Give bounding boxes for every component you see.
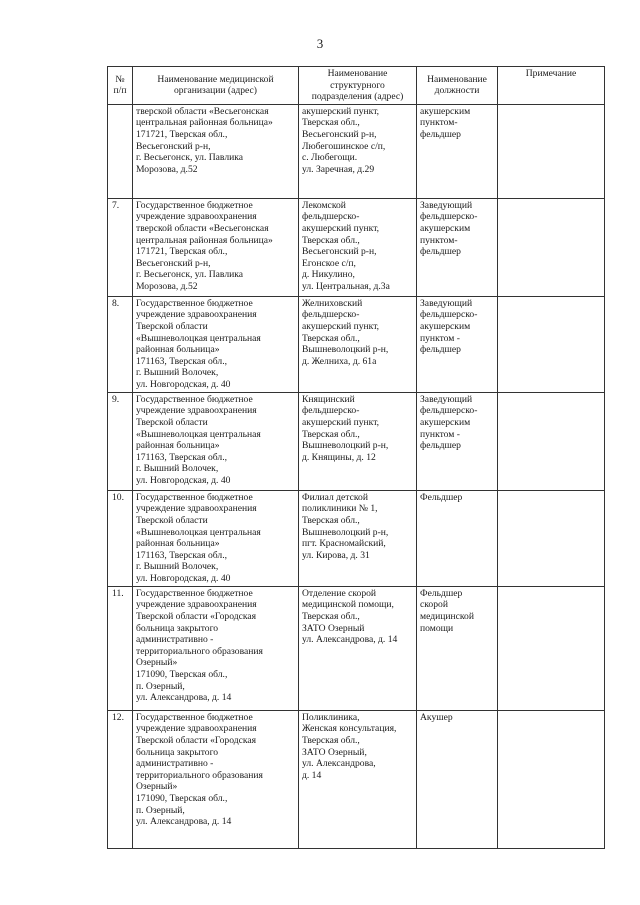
- cell-text-line: тверской области «Весьегонская: [136, 222, 269, 234]
- cell-text-line: г. Весьегонск, ул. Павлика: [136, 152, 244, 164]
- cell-text-line: помощи: [420, 622, 454, 634]
- cell-unit: [299, 586, 417, 710]
- cell-text-line: г. Вышний Волочек,: [136, 561, 219, 573]
- cell-text-line: Государственное бюджетное: [136, 199, 253, 211]
- cell-note: [498, 490, 605, 586]
- cell-text-line: Морозова, д.52: [136, 280, 198, 292]
- cell-text-line: ул. Заречная, д.29: [302, 163, 375, 175]
- cell-text-line: фельдшерско-: [420, 309, 478, 321]
- cell-text-line: Любегошинское с/п,: [302, 140, 386, 152]
- cell-text-line: районная больница»: [136, 440, 220, 452]
- cell-text-line: д. Никулино,: [302, 269, 355, 281]
- cell-text-line: акушерский пункт,: [302, 320, 380, 332]
- cell-text-line: 171721, Тверская обл.,: [136, 128, 228, 140]
- cell-text-line: Желниховский: [302, 297, 363, 309]
- cell-text-line: центральная районная больница»: [136, 234, 273, 246]
- cell-organization: [133, 198, 299, 296]
- header-number: [108, 67, 133, 105]
- cell-text-line: Тверская обл.,: [302, 234, 360, 246]
- cell-position: [417, 198, 498, 296]
- cell-unit: [299, 490, 417, 586]
- header-text: Примечание: [525, 68, 577, 79]
- cell-note: [498, 586, 605, 710]
- cell-text-line: учреждение здравоохранения: [136, 503, 257, 515]
- cell-text-line: п. Озерный,: [136, 804, 185, 816]
- cell-text-line: учреждение здравоохранения: [136, 211, 257, 223]
- cell-text-line: Фельдшер: [420, 587, 463, 599]
- cell-text-line: 171163, Тверская обл.,: [136, 549, 227, 561]
- cell-text-line: Государственное бюджетное: [136, 711, 253, 723]
- cell-text-line: 171090, Тверская обл.,: [136, 668, 228, 680]
- cell-text-line: фельдшерско-: [302, 405, 360, 417]
- cell-text-line: Заведующий: [420, 297, 473, 309]
- cell-text-line: г. Вышний Волочек,: [136, 463, 219, 475]
- cell-text-line: Вышневолоцкий р-н,: [302, 526, 389, 538]
- header-note: [498, 67, 605, 105]
- table-header-row: [108, 67, 605, 105]
- cell-text-line: Озерный»: [136, 657, 178, 669]
- header-organization: [133, 67, 299, 105]
- header-text: Наименование медицинской: [157, 73, 274, 85]
- cell-text-line: Тверской области: [136, 416, 208, 428]
- cell-text-line: акушерский пункт,: [302, 105, 380, 117]
- staff-positions-table: [107, 66, 605, 849]
- cell-note: [498, 104, 605, 198]
- cell-number: [108, 104, 133, 198]
- cell-text-line: Тверская обл.,: [302, 428, 360, 440]
- cell-text-line: Весьегонский р-н,: [302, 128, 377, 140]
- cell-position: [417, 490, 498, 586]
- cell-text-line: поликлиники № 1,: [302, 503, 378, 515]
- cell-text-line: административно -: [136, 634, 214, 646]
- cell-text-line: Заведующий: [420, 393, 473, 405]
- cell-text-line: д. Желниха, д. 61а: [302, 355, 377, 367]
- cell-text-line: фельдшер: [420, 344, 461, 356]
- cell-text-line: фельдшер: [420, 440, 461, 452]
- cell-text-line: тверской области «Весьегонская: [136, 105, 269, 117]
- cell-text-line: больница закрытого: [136, 622, 219, 634]
- cell-text-line: Тверская обл.,: [302, 734, 360, 746]
- cell-text-line: Акушер: [420, 711, 453, 723]
- cell-organization: [133, 586, 299, 710]
- cell-text-line: акушерским: [420, 320, 471, 332]
- cell-text-line: акушерским: [420, 416, 471, 428]
- cell-text-line: Государственное бюджетное: [136, 393, 253, 405]
- cell-text-line: акушерский пункт,: [302, 222, 380, 234]
- cell-text-line: «Вышневолоцкая центральная: [136, 428, 261, 440]
- cell-text-line: д. 14: [302, 769, 322, 781]
- cell-text-line: пунктом-: [420, 234, 458, 246]
- cell-text-line: ЗАТО Озерный,: [302, 746, 367, 758]
- table-row: [108, 586, 605, 710]
- table-row: [108, 104, 605, 198]
- cell-text-line: Тверская обл.,: [302, 514, 360, 526]
- cell-text-line: районная больница»: [136, 538, 220, 550]
- header-text: организации (адрес): [174, 85, 257, 97]
- cell-organization: [133, 490, 299, 586]
- cell-text-line: 171721, Тверская обл.,: [136, 246, 228, 258]
- cell-text-line: Поликлиника,: [302, 711, 360, 723]
- cell-text-line: ул. Александрова,: [302, 758, 376, 770]
- cell-note: [498, 198, 605, 296]
- cell-unit: [299, 296, 417, 392]
- cell-text-line: Тверской области «Городская: [136, 734, 257, 746]
- cell-text-line: акушерским: [420, 105, 471, 117]
- cell-text-line: пгт. Красномайский,: [302, 538, 386, 550]
- cell-unit: [299, 392, 417, 490]
- table-row: [108, 198, 605, 296]
- cell-text-line: фельдшер: [420, 246, 461, 258]
- cell-text-line: ул. Александрова, д. 14: [302, 634, 398, 646]
- cell-text-line: Государственное бюджетное: [136, 297, 253, 309]
- cell-text-line: Весьегонский р-н,: [136, 257, 211, 269]
- cell-position: [417, 392, 498, 490]
- table-row: [108, 710, 605, 848]
- cell-text-line: ул. Новгородская, д. 40: [136, 474, 231, 486]
- header-text: структурного: [330, 79, 385, 91]
- cell-text-line: учреждение здравоохранения: [136, 723, 257, 735]
- cell-text-line: Вышневолоцкий р-н,: [302, 440, 389, 452]
- cell-text-line: фельдшерско-: [302, 211, 360, 223]
- cell-text-line: «Вышневолоцкая центральная: [136, 332, 261, 344]
- cell-note: [498, 296, 605, 392]
- header-text: подразделения (адрес): [311, 91, 404, 103]
- cell-text-line: фельдшерско-: [420, 211, 478, 223]
- cell-position: [417, 296, 498, 392]
- cell-text-line: Государственное бюджетное: [136, 491, 253, 503]
- header-unit: [299, 67, 417, 105]
- cell-text-line: учреждение здравоохранения: [136, 405, 257, 417]
- cell-text-line: ул. Александрова, д. 14: [136, 816, 232, 828]
- cell-text-line: Заведующий: [420, 199, 473, 211]
- cell-text-line: ЗАТО Озерный: [302, 622, 365, 634]
- cell-text-line: территориального образования: [136, 769, 263, 781]
- cell-text-line: Филиал детской: [302, 491, 368, 503]
- page-number: 3: [316, 36, 324, 51]
- cell-text-line: фельдшерско-: [302, 309, 360, 321]
- cell-text-line: Тверская обл.,: [302, 332, 360, 344]
- cell-text-line: Морозова, д.52: [136, 163, 198, 175]
- cell-text-line: территориального образования: [136, 645, 263, 657]
- cell-note: [498, 392, 605, 490]
- cell-text-line: д. Княщины, д. 12: [302, 451, 376, 463]
- cell-number: 12.: [108, 710, 133, 848]
- table-body: [108, 104, 605, 848]
- cell-text-line: пунктом -: [420, 332, 460, 344]
- table-row: [108, 296, 605, 392]
- cell-position: [417, 104, 498, 198]
- cell-text-line: акушерский пункт,: [302, 416, 380, 428]
- cell-text-line: скорой: [420, 599, 448, 611]
- cell-text-line: медицинской: [420, 610, 474, 622]
- cell-text-line: п. Озерный,: [136, 680, 185, 692]
- cell-text-line: с. Любегощи.: [302, 152, 358, 164]
- cell-number: 7.: [108, 198, 133, 296]
- cell-number: 11.: [108, 586, 133, 710]
- cell-text-line: ул. Новгородская, д. 40: [136, 378, 231, 390]
- cell-text-line: ул. Новгородская, д. 40: [136, 572, 231, 584]
- cell-text-line: Вышневолоцкий р-н,: [302, 344, 389, 356]
- cell-text-line: больница закрытого: [136, 746, 219, 758]
- cell-text-line: Весьегонский р-н,: [302, 246, 377, 258]
- cell-text-line: 171090, Тверская обл.,: [136, 792, 228, 804]
- cell-number: 9.: [108, 392, 133, 490]
- header-text: Наименование: [427, 73, 487, 85]
- cell-text-line: г. Весьегонск, ул. Павлика: [136, 269, 244, 281]
- cell-text-line: акушерским: [420, 222, 471, 234]
- cell-text-line: ул. Кирова, д. 31: [302, 549, 370, 561]
- cell-text-line: 171163, Тверская обл.,: [136, 355, 227, 367]
- cell-text-line: пунктом-: [420, 117, 458, 129]
- cell-text-line: медицинской помощи,: [302, 599, 394, 611]
- header-text: п/п: [113, 85, 127, 97]
- cell-unit: [299, 710, 417, 848]
- cell-text-line: Тверская обл.,: [302, 117, 360, 129]
- cell-text-line: фельдшер: [420, 128, 461, 140]
- cell-unit: [299, 104, 417, 198]
- cell-organization: [133, 392, 299, 490]
- cell-text-line: Женская консультация,: [302, 723, 397, 735]
- cell-text-line: г. Вышний Волочек,: [136, 367, 219, 379]
- cell-text-line: Княщинский: [302, 393, 355, 405]
- cell-number: 8.: [108, 296, 133, 392]
- cell-text-line: «Вышневолоцкая центральная: [136, 526, 261, 538]
- cell-text-line: Фельдшер: [420, 491, 463, 503]
- cell-number: 10.: [108, 490, 133, 586]
- cell-text-line: Тверской области «Городская: [136, 610, 257, 622]
- cell-organization: [133, 296, 299, 392]
- cell-text-line: районная больница»: [136, 344, 220, 356]
- cell-text-line: Егонское с/п,: [302, 257, 356, 269]
- cell-text-line: учреждение здравоохранения: [136, 599, 257, 611]
- cell-text-line: Озерный»: [136, 781, 178, 793]
- cell-text-line: учреждение здравоохранения: [136, 309, 257, 321]
- cell-text-line: Весьегонский р-н,: [136, 140, 211, 152]
- cell-unit: [299, 198, 417, 296]
- cell-text-line: Тверской области: [136, 320, 208, 332]
- cell-text-line: Отделение скорой: [302, 587, 377, 599]
- cell-organization: [133, 710, 299, 848]
- header-text: должности: [434, 85, 480, 97]
- cell-text-line: 171163, Тверская обл.,: [136, 451, 227, 463]
- cell-text-line: Лекомской: [302, 199, 346, 211]
- cell-text-line: ул. Александрова, д. 14: [136, 692, 232, 704]
- cell-position: [417, 710, 498, 848]
- cell-organization: [133, 104, 299, 198]
- cell-text-line: пунктом -: [420, 428, 460, 440]
- header-text: №: [115, 73, 125, 85]
- table-row: [108, 490, 605, 586]
- cell-text-line: административно -: [136, 758, 214, 770]
- cell-text-line: центральная районная больница»: [136, 117, 273, 129]
- cell-text-line: ул. Центральная, д.3а: [302, 280, 390, 292]
- cell-note: [498, 710, 605, 848]
- header-text: Наименование: [327, 68, 388, 79]
- header-position: [417, 67, 498, 105]
- cell-text-line: Тверской области: [136, 514, 208, 526]
- table-row: [108, 392, 605, 490]
- cell-text-line: Государственное бюджетное: [136, 587, 253, 599]
- cell-text-line: фельдшерско-: [420, 405, 478, 417]
- cell-position: [417, 586, 498, 710]
- cell-text-line: Тверская обл.,: [302, 610, 360, 622]
